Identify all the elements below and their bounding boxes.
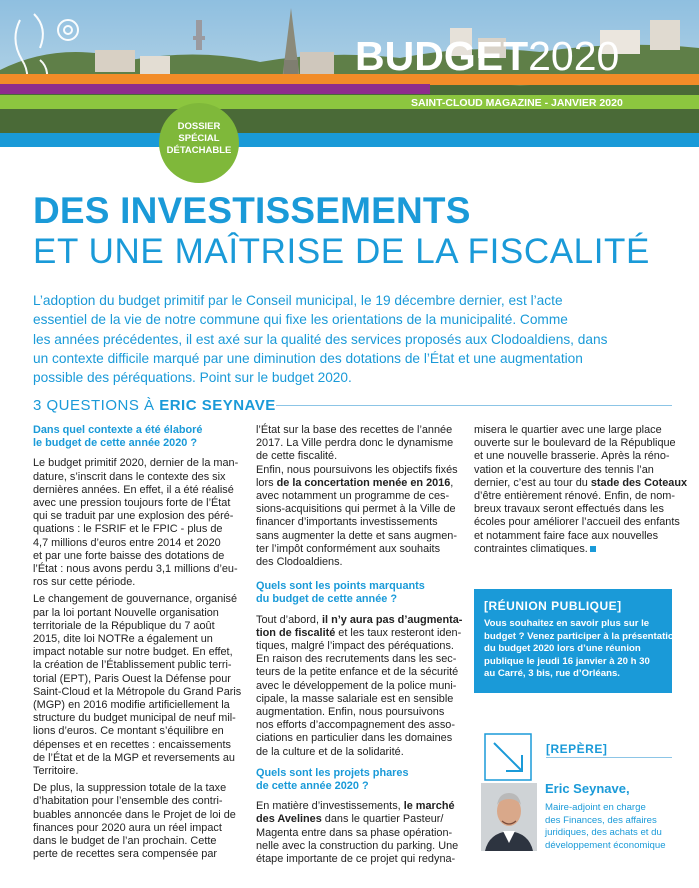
dossier-special-badge: DOSSIER SPÉCIAL DÉTACHABLE: [159, 103, 239, 183]
question-2: Quels sont les points marquants: [256, 580, 425, 593]
portrait-photo: [481, 783, 537, 851]
column-2: l’État sur la base des recettes de l’année 2017. La Ville perdra donc le dynamisme de cette fiscalité. Enfin, nous poursuivons les objectifs fixés lors de la concertation menée en 2016, avec notamment un programme de ces- sions-acquisitions qui permet à la Ville de financer d’importants investissements sans augmenter la dette et sans augmen- ter l’impôt conformément aux souhaits des Clodoaldiens. Quels sont les points marquants du budget de cette année ? Tout d’abord, il n’y aura pas d’augmenta- tion de fiscalité et les taux resteront iden- tiques, malgré l’impact des péréquations. En raison des recrutements dans les sec- teurs de la petite enfance et de la sécurité avec le développement de la police muni- cipale, la masse salariale est en sensible augmentation. Enfin, nous poursuivons nos efforts d’accompagnement des asso- ciations en particulier dans les domaines de la culture et de la solidarité. Quels sont les projets phares de cette année 2020 ? En matière d’investissements, le marché des Avelines dans le quartier Pasteur/ Magenta entre dans sa phase opération- nelle avec la construction du parking. Une étape importante de ce projet qui redyna-: [256, 424, 468, 866]
end-of-article-mark: [590, 546, 596, 552]
person-role: Maire-adjoint en charge des Finances, des affaires juridiques, des achats et du développement économique: [545, 802, 666, 851]
repere-rule: [546, 757, 672, 758]
fiscalite-highlight: il n’y aura pas d’augmenta-: [322, 613, 463, 626]
intro-paragraph: L’adoption du budget primitif par le Conseil municipal, le 19 décembre dernier, est l’acte essentiel de la vie de notre commune qui fixe les orientations de la municipalité. Comme les années précédentes, il est axé sur la qualité des services proposés aux Clodoaldiens, dans un contexte difficile marqué par une diminution des dotations de l’État et une augmentation possible des péréquations. Point sur le budget 2020.: [33, 293, 608, 386]
heading-rule: [276, 405, 672, 406]
headline-line2: ET UNE MAÎTRISE DE LA FISCALITÉ: [33, 232, 650, 271]
blue-stripe: [0, 133, 699, 147]
person-name: Eric Seynave,: [545, 781, 630, 796]
interviewee-name: ERIC SEYNAVE: [159, 397, 276, 414]
stade-highlight: stade des Coteaux: [590, 476, 688, 489]
questions-heading: 3 QUESTIONS À ERIC SEYNAVE: [33, 397, 276, 414]
magazine-issue: SAINT-CLOUD MAGAZINE - JANVIER 2020: [411, 97, 623, 109]
question-1: Dans quel contexte a été élaboré: [33, 424, 203, 436]
repere-label: [REPÈRE]: [546, 742, 608, 756]
arrow-down-right-icon: [484, 733, 532, 781]
budget-year: 2020: [528, 33, 620, 79]
header-banner: [0, 0, 699, 147]
purple-stripe: [0, 84, 430, 94]
column-1: Dans quel contexte a été élaboré le budget de cette année 2020 ? Le budget primitif 2020, dernier de la man- dature, s’inscrit dans le contexte des six dernières années. En effet, il a été réalisé avec une pression toujours forte de l’État qui se traduit par une explosion des péré- quations : le FSRIF et le FPIC - plus de 4,7 millions d’euros entre 2014 et 2020 et par une forte baisse des dotations de l’État : nous avons perdu 3,1 millions d’eu- ros sur cette période. Le changement de gouvernance, organisé par la loi portant Nouvelle organisation territoriale de la République du 7 août 2015, dite loi NOTRe a également un impact notable sur notre budget. En effet, la création de l’Établissement public terri- torial (EPT), Paris Ouest la Défense pour Saint-Cloud et la Métropole du Grand Paris (MGP) en 2016 modifie artificiellement la structure du budget municipal de neuf mil- lions d’euros. Ce montant s’équilibre en dépenses et en recettes : encaissements de l’État et de la MGP et reversements au Territoire. De plus, la suppression totale de la taxe d’habitation pour l’ensemble des contri- buables annoncée dans le Projet de loi de finances pour 2020 aura un réel impact dans le budget de l’an prochain. Cette perte de recettes sera compensée par: [33, 424, 251, 862]
column-3: misera le quartier avec une large place ouverte sur le boulevard de la République et une nouvelle brasserie. Après la réno- vation et la couverture des tennis l’an dernier, c’est au tour du stade des Coteaux d’être entièrement rénové. Enfin, de nom- breux travaux seront effectués dans les écoles pour améliorer l’accueil des enfants et notamment faire face aux nouvelles contraintes climatiques.: [474, 424, 688, 555]
concertation-highlight: de la concertation menée en 2016: [276, 476, 451, 489]
reunion-publique-box: [RÉUNION PUBLIQUE] Vous souhaitez en savoir plus sur le budget ? Venez participer à la présentation du budget 2020 lors d’une réunion publique le jeudi 16 janvier à 20 h 30 au Carré, 3 bis, rue d’Orléans.: [474, 589, 672, 693]
headline-line1: DES INVESTISSEMENTS: [33, 190, 471, 231]
avelines-highlight: le marché: [403, 800, 455, 813]
question-3: Quels sont les projets phares: [256, 766, 409, 779]
reunion-title: [RÉUNION PUBLIQUE]: [484, 599, 622, 613]
budget-title: BUDGET2020: [355, 33, 620, 79]
